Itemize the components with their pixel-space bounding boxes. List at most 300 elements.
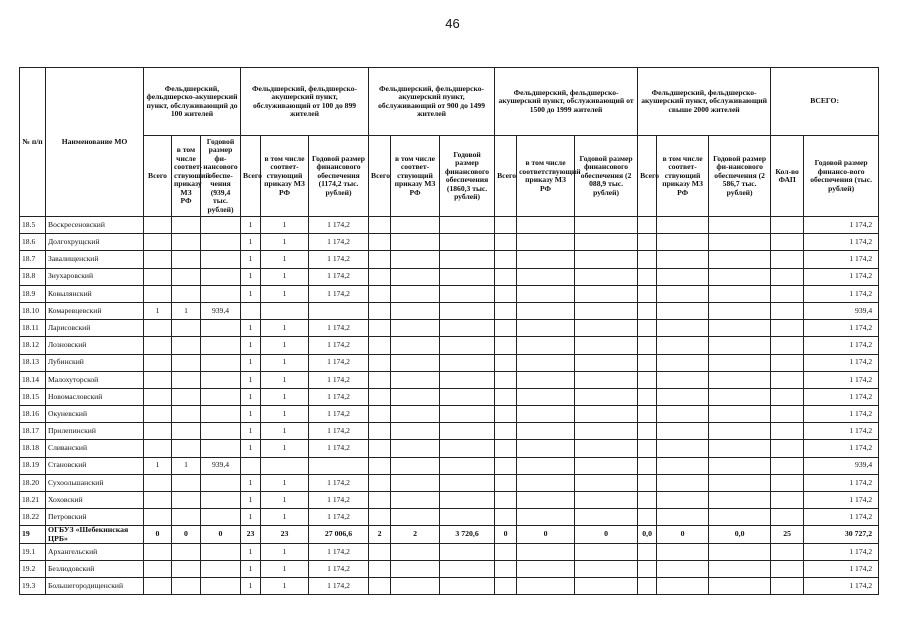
table-cell [638,423,657,440]
row-number: 18.14 [20,371,46,388]
table-cell [391,388,440,405]
table-cell [657,474,709,491]
table-cell [172,440,201,457]
table-cell: 1 174,2 [309,285,369,302]
table-cell [638,234,657,251]
table-cell [369,509,391,526]
table-cell [391,440,440,457]
table-cell [201,560,241,577]
total-cell: 1 174,2 [804,388,879,405]
total-cell: 1 174,2 [804,440,879,457]
mo-name: Окуневский [46,406,144,423]
table-cell [391,560,440,577]
table-cell [709,440,771,457]
table-cell [440,285,495,302]
table-cell: 1 174,2 [309,234,369,251]
table-cell [440,423,495,440]
table-cell [771,302,804,319]
table-cell [771,285,804,302]
table-cell [575,217,638,234]
table-row [20,268,879,285]
table-cell [771,560,804,577]
table-cell [771,457,804,474]
table-cell [144,578,172,595]
subheader-cell: в том числе соответ-ствующий приказу МЗ РФ [261,136,309,217]
table-cell [172,474,201,491]
table-cell [440,217,495,234]
table-cell [517,285,575,302]
table-cell [638,251,657,268]
table-cell: 1 [172,302,201,319]
table-cell [241,302,261,319]
table-cell [638,406,657,423]
table-cell [241,457,261,474]
table-cell [369,302,391,319]
table-cell: 1 174,2 [309,423,369,440]
table-cell [495,474,517,491]
total-cell: 1 174,2 [804,354,879,371]
table-cell: 1 [261,509,309,526]
table-cell [709,302,771,319]
table-cell [172,320,201,337]
table-cell: 1 [241,509,261,526]
table-cell [369,440,391,457]
table-cell [709,423,771,440]
table-cell [144,423,172,440]
table-cell [657,371,709,388]
table-cell [638,354,657,371]
table-cell [369,217,391,234]
table-cell [495,234,517,251]
subheader-cell: Годовой размер финансового обеспечения (1860,3 тыс. рублей) [440,136,495,217]
table-cell [440,371,495,388]
table-cell [144,217,172,234]
subheader-cell: в том числе соответствующий приказу МЗ РФ [517,136,575,217]
table-cell [638,440,657,457]
table-cell: 1 174,2 [309,492,369,509]
table-cell [261,457,309,474]
table-cell [172,423,201,440]
table-cell [391,457,440,474]
table-cell [709,251,771,268]
table-cell [657,217,709,234]
table-cell [201,388,241,405]
table-cell [638,320,657,337]
table-cell [495,423,517,440]
table-cell: 1 [261,371,309,388]
table-cell [517,406,575,423]
table-row [20,337,879,354]
table-cell [391,578,440,595]
table-cell [495,457,517,474]
table-cell [369,371,391,388]
table-cell [369,578,391,595]
table-cell: 1 [261,543,309,560]
table-cell: 1 174,2 [309,217,369,234]
row-number: 19.1 [20,543,46,560]
table-cell: 0 [657,526,709,543]
table-cell [369,285,391,302]
total-cell: 1 174,2 [804,509,879,526]
table-cell [369,268,391,285]
table-row [20,492,879,509]
table-cell [771,217,804,234]
table-cell: 0 [172,526,201,543]
table-cell: 23 [261,526,309,543]
table-cell: 2 [391,526,440,543]
table-cell [201,474,241,491]
table-cell: 1 [241,388,261,405]
table-cell [709,354,771,371]
table-cell: 1 [261,492,309,509]
table-cell [771,474,804,491]
header-group-5: Фельдшерский, фельдшерско-акушерский пункт, обслуживающий свыше 2000 жителей [638,68,771,136]
subheader-cell: Всего [638,136,657,217]
table-cell [144,543,172,560]
total-cell: 1 174,2 [804,371,879,388]
table-cell [657,251,709,268]
row-number: 18.21 [20,492,46,509]
table-cell [495,285,517,302]
table-cell [369,474,391,491]
table-cell: 0 [495,526,517,543]
table-cell [709,474,771,491]
table-cell: 1 [241,560,261,577]
table-row [20,388,879,405]
table-cell [575,268,638,285]
total-cell: 1 174,2 [804,543,879,560]
table-cell: 1 [241,285,261,302]
table-cell [440,388,495,405]
table-cell [771,320,804,337]
table-cell [575,492,638,509]
table-cell [657,492,709,509]
table-cell [369,234,391,251]
table-cell [369,560,391,577]
table-cell [517,440,575,457]
table-cell [771,371,804,388]
table-cell [391,337,440,354]
table-cell [309,302,369,319]
table-cell: 1 [241,337,261,354]
table-cell: 1 [241,543,261,560]
table-cell [201,268,241,285]
mo-name: Лубинский [46,354,144,371]
table-cell: 1 [261,354,309,371]
total-cell: 1 174,2 [804,285,879,302]
table-cell [575,509,638,526]
header-num: № п/п [20,68,46,217]
table-cell [440,234,495,251]
table-cell [638,388,657,405]
table-row [20,371,879,388]
table-cell: 1 174,2 [309,337,369,354]
table-cell [575,320,638,337]
table-cell [440,543,495,560]
table-cell [575,302,638,319]
table-row [20,560,879,577]
table-cell [391,354,440,371]
table-cell [201,217,241,234]
table-cell: 1 174,2 [309,509,369,526]
table-cell [172,578,201,595]
table-cell: 1 [261,578,309,595]
table-cell [201,492,241,509]
table-cell [709,234,771,251]
table-row [20,217,879,234]
table-cell [201,337,241,354]
table-cell [201,234,241,251]
table-cell [771,543,804,560]
table-cell [369,457,391,474]
table-cell [771,492,804,509]
table-cell [391,320,440,337]
mo-name: Архангельский [46,543,144,560]
table-cell [495,440,517,457]
table-cell: 1 [261,285,309,302]
subheader-cell: Всего [241,136,261,217]
table-cell [369,423,391,440]
table-cell [172,492,201,509]
table-row [20,543,879,560]
table-cell [495,371,517,388]
table-cell [575,440,638,457]
table-cell [638,337,657,354]
table-cell [638,578,657,595]
table-cell: 1 [261,388,309,405]
subheader-cell: Годовой размер фи-нансового обеспечения (2 586,7 тыс. рублей) [709,136,771,217]
table-cell [440,251,495,268]
table-cell: 1 174,2 [309,371,369,388]
table-cell [709,388,771,405]
table-cell [201,543,241,560]
table-cell [201,354,241,371]
table-cell: 2 [369,526,391,543]
table-cell [517,492,575,509]
table-cell [391,474,440,491]
table-cell [391,285,440,302]
header-name: Наименование МО [46,68,144,217]
table-cell: 1 [144,302,172,319]
table-cell [391,423,440,440]
table-cell [369,492,391,509]
table-cell [709,217,771,234]
table-cell: 1 174,2 [309,354,369,371]
total-cell: 1 174,2 [804,560,879,577]
table-cell: 1 174,2 [309,440,369,457]
table-row [20,578,879,595]
table-cell: 1 [241,251,261,268]
table-cell [638,217,657,234]
table-row [20,440,879,457]
table-row [20,526,879,543]
table-cell [771,578,804,595]
table-cell [638,509,657,526]
table-cell [391,302,440,319]
table-cell [495,251,517,268]
table-cell [495,302,517,319]
table-cell [575,234,638,251]
total-cell: 1 174,2 [804,217,879,234]
table-cell: 1 [261,474,309,491]
table-cell [709,268,771,285]
row-number: 18.17 [20,423,46,440]
table-cell [144,268,172,285]
row-number: 18.15 [20,388,46,405]
table-cell: 1 [261,406,309,423]
table-cell [771,440,804,457]
mo-name: Новомасловский [46,388,144,405]
table-cell [638,474,657,491]
fap-funding-table [19,67,879,595]
table-cell [201,440,241,457]
table-cell [771,354,804,371]
table-cell [638,560,657,577]
subheader-cell: в том числе соответ-ствующий приказу МЗ РФ [172,136,201,217]
table-cell [517,509,575,526]
table-cell: 0,0 [638,526,657,543]
table-cell [172,234,201,251]
table-cell [638,492,657,509]
table-cell [709,492,771,509]
table-cell [709,320,771,337]
table-cell: 1 [144,457,172,474]
total-cell: 1 174,2 [804,474,879,491]
table-cell [495,406,517,423]
table-cell [440,354,495,371]
table-cell: 1 [241,423,261,440]
row-number: 18.11 [20,320,46,337]
table-row [20,285,879,302]
mo-name: Петровский [46,509,144,526]
table-cell [144,234,172,251]
table-cell [517,543,575,560]
table-cell [709,371,771,388]
row-number: 19.3 [20,578,46,595]
row-number: 19.2 [20,560,46,577]
table-cell [709,543,771,560]
row-number: 18.22 [20,509,46,526]
mo-name: Завалищенский [46,251,144,268]
table-cell: 0 [517,526,575,543]
table-cell [575,371,638,388]
table-cell [440,560,495,577]
subheader-cell: Годовой размер финансового обеспечения (2 088,9 тыс. рублей) [575,136,638,217]
header-group-1: Фельдшерский, фельдшерско-акушерский пункт, обслуживающий до 100 жителей [144,68,241,136]
table-row [20,474,879,491]
mo-name: Прилепинский [46,423,144,440]
table-cell [657,234,709,251]
mo-name: Сухоольшанский [46,474,144,491]
total-cell: 1 174,2 [804,268,879,285]
table-cell [638,268,657,285]
table-cell [172,388,201,405]
table-cell [172,285,201,302]
row-number: 18.8 [20,268,46,285]
table-cell [657,337,709,354]
table-cell [517,268,575,285]
subheader-cell: Годовой размер финансового обеспечения (1174,2 тыс. рублей) [309,136,369,217]
table-cell [657,285,709,302]
mo-name: Ковылянский [46,285,144,302]
subheader-cell: Кол-во ФАП [771,136,804,217]
table-cell [657,302,709,319]
table-cell [495,320,517,337]
table-cell [172,406,201,423]
table-cell [369,337,391,354]
table-cell [517,354,575,371]
table-cell [575,406,638,423]
table-row [20,354,879,371]
table-cell: 1 [241,217,261,234]
table-cell [144,560,172,577]
table-cell: 1 [241,578,261,595]
table-cell [657,423,709,440]
table-row [20,302,879,319]
table-cell [638,457,657,474]
table-cell: 1 [241,440,261,457]
table-cell: 1 [241,371,261,388]
table-cell [144,371,172,388]
mo-name: Воскресеновский [46,217,144,234]
table-cell [517,474,575,491]
table-cell: 1 [261,217,309,234]
subheader-cell: Годовой размер финансо-вого обеспечения (тыс. рублей) [804,136,879,217]
table-cell: 1 [241,354,261,371]
mo-name: Сливанский [46,440,144,457]
table-cell: 0,0 [709,526,771,543]
table-cell [144,474,172,491]
table-cell: 1 [241,234,261,251]
table-cell [517,251,575,268]
table-cell [369,251,391,268]
table-cell [144,337,172,354]
table-cell [201,578,241,595]
table-cell: 0 [144,526,172,543]
row-number: 19 [20,526,46,543]
table-cell [172,560,201,577]
table-cell [440,406,495,423]
table-cell [201,285,241,302]
table-cell [440,302,495,319]
total-cell: 1 174,2 [804,234,879,251]
table-cell [638,371,657,388]
table-cell [657,406,709,423]
table-cell [517,371,575,388]
mo-name: Становский [46,457,144,474]
table-cell [172,371,201,388]
table-cell [172,337,201,354]
table-cell [144,251,172,268]
table-cell [391,251,440,268]
total-cell: 1 174,2 [804,251,879,268]
mo-name: Долгохрущский [46,234,144,251]
table-cell [657,509,709,526]
subheader-cell: Всего [495,136,517,217]
table-cell [638,302,657,319]
table-cell [517,337,575,354]
table-cell [440,578,495,595]
table-cell [771,406,804,423]
mo-name: Лозновский [46,337,144,354]
subheader-cell: Всего [144,136,172,217]
table-cell [771,268,804,285]
mo-name: Зиухаровский [46,268,144,285]
mo-name: Большегородищенский [46,578,144,595]
table-cell: 939,4 [201,457,241,474]
table-cell: 1 174,2 [309,543,369,560]
table-cell [144,285,172,302]
